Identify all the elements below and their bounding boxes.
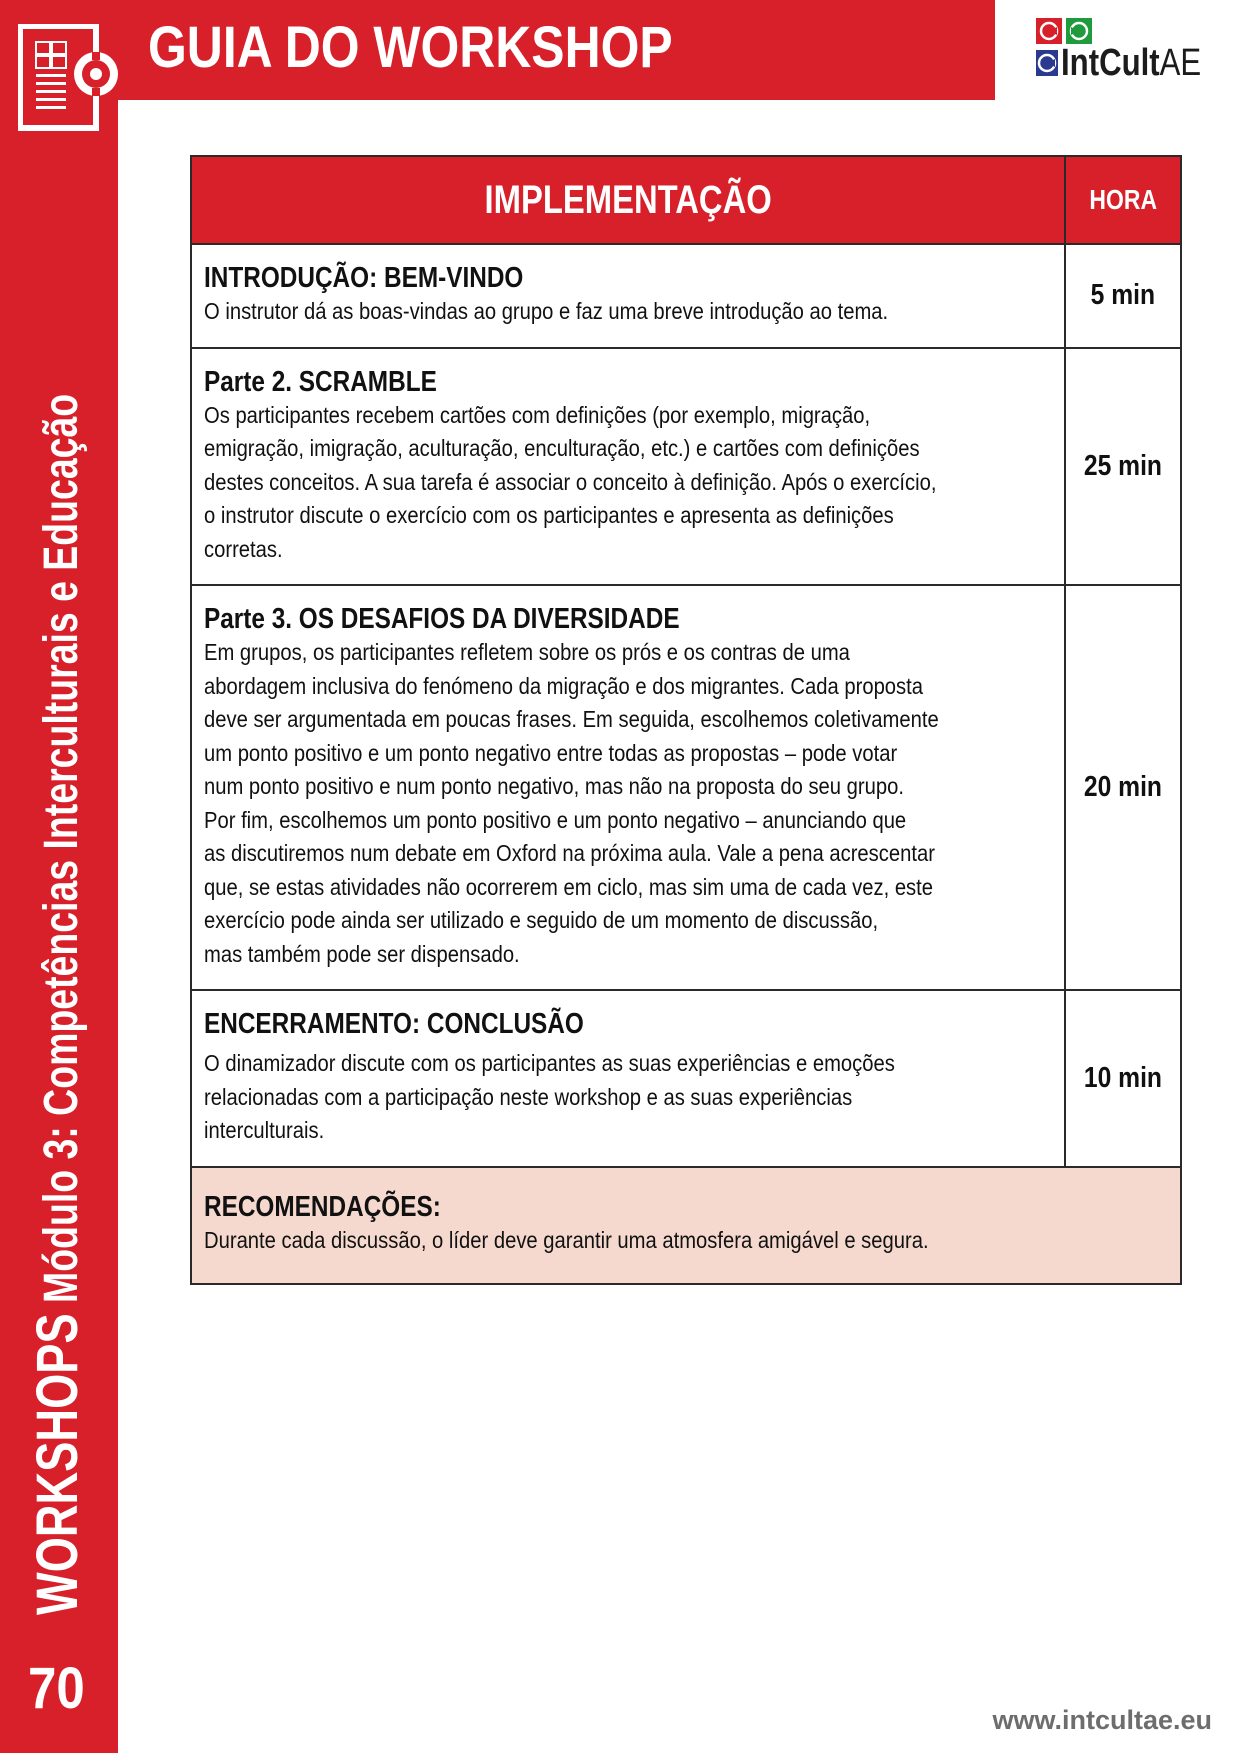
activity-text-line: destes conceitos. A sua tarefa é associar o conceito à definição. Após o exercício,: [204, 468, 937, 495]
activity-description-cell: [191, 990, 1065, 1167]
activity-text-line: exercício pode ainda ser utilizado e seguido de um momento de discussão,: [204, 907, 879, 933]
activity-duration: 5 min: [1090, 279, 1156, 312]
activity-text-line: num ponto positivo e num ponto negativo, mas não na proposta do seu grupo.: [204, 773, 904, 799]
recommendations-row: [191, 1167, 1181, 1285]
footer-website-link[interactable]: www.intcultae.eu: [992, 1705, 1212, 1735]
activity-text-line: O dinamizador discute com os participantes as suas experiências e emoções: [204, 1050, 895, 1076]
activity-text-line: que, se estas atividades não ocorrerem em ciclo, mas sim uma de cada vez, este: [204, 873, 934, 900]
implementation-table: [190, 155, 1182, 1285]
table-row: [191, 244, 1181, 348]
activity-text-line: O instrutor dá as boas-vindas ao grupo e faz uma breve introdução ao tema.: [204, 298, 889, 324]
activity-text-line: as discutiremos num debate em Oxford na próxima aula. Vale a pena acrescentar: [204, 840, 935, 866]
activity-title: ENCERRAMENTO: CONCLUSÃO: [204, 1008, 584, 1040]
intcultae-logo: [1036, 18, 1216, 88]
activity-duration: 20 min: [1083, 771, 1163, 803]
activity-description-cell: [191, 244, 1065, 348]
activity-text-line: emigração, imigração, aculturação, enculturação, etc.) e cartões com definições: [204, 435, 920, 461]
activity-duration: 10 min: [1083, 1061, 1163, 1094]
activity-text-line: um ponto positivo e um ponto negativo entre todas as propostas – pode votar: [204, 739, 898, 766]
pacman-face-icon: [1036, 52, 1058, 74]
activity-title: INTRODUÇÃO: BEM-VINDO: [204, 262, 524, 294]
activity-text: [204, 636, 1050, 971]
sidebar-module-label: Módulo 3: Competências Interculturais e Educação: [35, 393, 88, 1314]
logo-name-bold: IntCult: [1061, 42, 1160, 84]
activity-text-line: Em grupos, os participantes refletem sobre os prós e os contras de uma: [204, 639, 850, 665]
logo-wordmark: [1061, 42, 1202, 84]
page-header-title: GUIA DO WORKSHOP: [148, 15, 673, 80]
activity-text: [204, 295, 1050, 329]
sidebar-vertical-title: [25, 49, 90, 1615]
activity-text-line: relacionadas com a participação neste workshop e as suas experiências: [204, 1083, 853, 1110]
activity-duration-cell: [1065, 990, 1181, 1167]
activity-text-line: Por fim, escolhemos um ponto positivo e um ponto negativo – anunciando que: [204, 806, 907, 833]
logo-square-green: [1066, 18, 1092, 44]
sidebar-series-label: WORKSHOPS: [25, 1313, 90, 1615]
column-header-implementation: IMPLEMENTAÇÃO: [191, 156, 1065, 244]
activity-title: Parte 2. SCRAMBLE: [204, 365, 437, 398]
logo-square-blue: [1036, 50, 1058, 76]
table-header-row: [191, 156, 1181, 244]
recommendations-cell: [191, 1167, 1181, 1285]
table-row: [191, 585, 1181, 990]
logo-name-light: AE: [1159, 42, 1202, 84]
activity-text-line: interculturais.: [204, 1117, 325, 1143]
activity-duration-cell: [1065, 585, 1181, 990]
activity-text: [204, 399, 1050, 567]
activity-duration-cell: [1065, 244, 1181, 348]
activity-duration-cell: [1065, 348, 1181, 586]
activity-text: [204, 1047, 1050, 1148]
activity-text-line: corretas.: [204, 535, 283, 562]
recommendations-title: RECOMENDAÇÕES:: [204, 1190, 441, 1223]
activity-duration: 25 min: [1083, 449, 1163, 482]
table-row: [191, 990, 1181, 1167]
recommendations-text: Durante cada discussão, o líder deve garantir uma atmosfera amigável e segura.: [204, 1226, 929, 1253]
activity-text-line: mas também pode ser dispensado.: [204, 940, 520, 967]
activity-description-cell: [191, 585, 1065, 990]
activity-text-line: abordagem inclusiva do fenómeno da migração e dos migrantes. Cada proposta: [204, 672, 924, 699]
activity-text-line: o instrutor discute o exercício com os participantes e apresenta as definições: [204, 502, 894, 528]
column-header-time: HORA: [1065, 156, 1181, 244]
activity-description-cell: [191, 348, 1065, 586]
pacman-face-icon: [1068, 20, 1090, 42]
logo-square-red: [1036, 18, 1062, 44]
pacman-face-icon: [1038, 20, 1060, 42]
table-row: [191, 348, 1181, 586]
activity-text-line: deve ser argumentada em poucas frases. Em seguida, escolhemos coletivamente: [204, 706, 939, 732]
activity-text-line: Os participantes recebem cartões com definições (por exemplo, migração,: [204, 401, 871, 428]
activity-title: Parte 3. OS DESAFIOS DA DIVERSIDADE: [204, 603, 680, 635]
page-number: 70: [28, 1656, 85, 1721]
